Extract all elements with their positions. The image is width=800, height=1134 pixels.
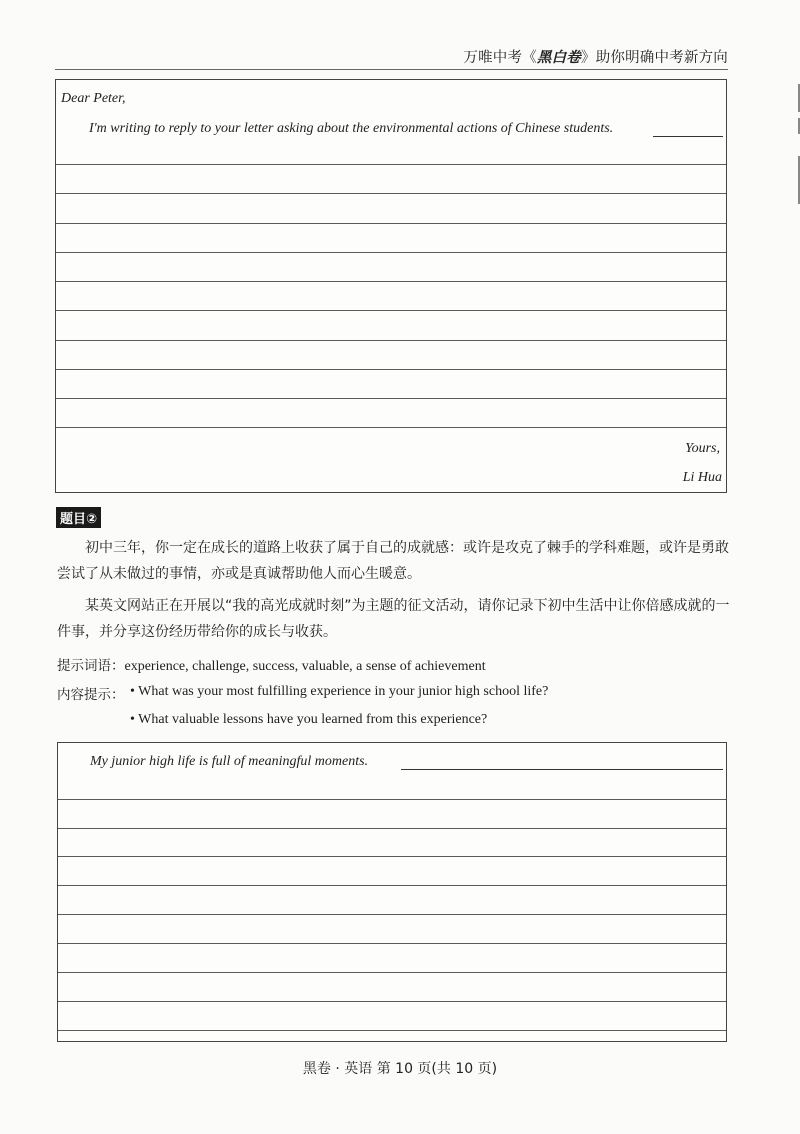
- brand-name: 黑白卷: [536, 50, 581, 66]
- essay-writing-box: [57, 742, 727, 1042]
- keywords-list: experience, challenge, success, valuable, a sense of achievement: [124, 659, 486, 674]
- letter-opening-sentence: I'm writing to reply to your letter asking about the environmental actions of Chinese students.: [89, 121, 614, 136]
- letter-closing: Yours,: [685, 441, 720, 456]
- question-paragraph-2: 某英文网站正在开展以“我的高光成就时刻”为主题的征文活动，请你记录下初中生活中让你倍感成就的一件事，并分享这份经历带给你的成长与收获。: [57, 598, 730, 640]
- writing-line[interactable]: [58, 914, 726, 915]
- answer-blank[interactable]: [653, 135, 723, 137]
- writing-line[interactable]: [56, 281, 726, 282]
- letter-writing-box: [55, 79, 727, 493]
- letter-salutation: Dear Peter,: [61, 91, 126, 106]
- essay-opening-sentence: My junior high life is full of meaningful moments.: [90, 754, 369, 769]
- writing-line[interactable]: [56, 193, 726, 194]
- page-footer: 黑卷 · 英语 第 10 页(共 10 页): [302, 1061, 498, 1077]
- writing-line[interactable]: [58, 885, 726, 886]
- content-bullet-2: • What valuable lessons have you learned from this experience?: [130, 712, 488, 727]
- writing-line[interactable]: [56, 252, 726, 253]
- question-tag: 题目②: [56, 507, 101, 528]
- writing-line[interactable]: [56, 369, 726, 370]
- writing-line[interactable]: [58, 972, 726, 973]
- content-bullet-1: • What was your most fulfilling experience in your junior high school life?: [130, 684, 549, 699]
- writing-line[interactable]: [56, 310, 726, 311]
- question-paragraph-1: 初中三年，你一定在成长的道路上收获了属于自己的成就感：或许是攻克了棘手的学科难题，或许是勇敢尝试了从未做过的事情，亦或是真诚帮助他人而心生暖意。: [57, 540, 729, 582]
- content-hint: [57, 683, 125, 703]
- answer-blank[interactable]: [401, 768, 723, 770]
- keywords-label: 提示词语：: [57, 658, 125, 674]
- page-header: 万唯中考《黑白卷》助你明确中考新方向: [463, 50, 728, 66]
- header-divider: [55, 69, 728, 70]
- writing-line[interactable]: [56, 398, 726, 399]
- writing-line[interactable]: [58, 1030, 726, 1031]
- writing-line[interactable]: [58, 943, 726, 944]
- writing-line[interactable]: [58, 799, 726, 800]
- keywords-hint: [57, 654, 486, 675]
- letter-signature: Li Hua: [682, 470, 722, 485]
- writing-line[interactable]: [58, 1001, 726, 1002]
- writing-line[interactable]: [58, 856, 726, 857]
- content-label: 内容提示：: [57, 687, 125, 703]
- writing-line[interactable]: [58, 828, 726, 829]
- writing-line[interactable]: [56, 164, 726, 165]
- writing-line[interactable]: [56, 340, 726, 341]
- writing-line[interactable]: [56, 223, 726, 224]
- writing-line[interactable]: [56, 427, 726, 428]
